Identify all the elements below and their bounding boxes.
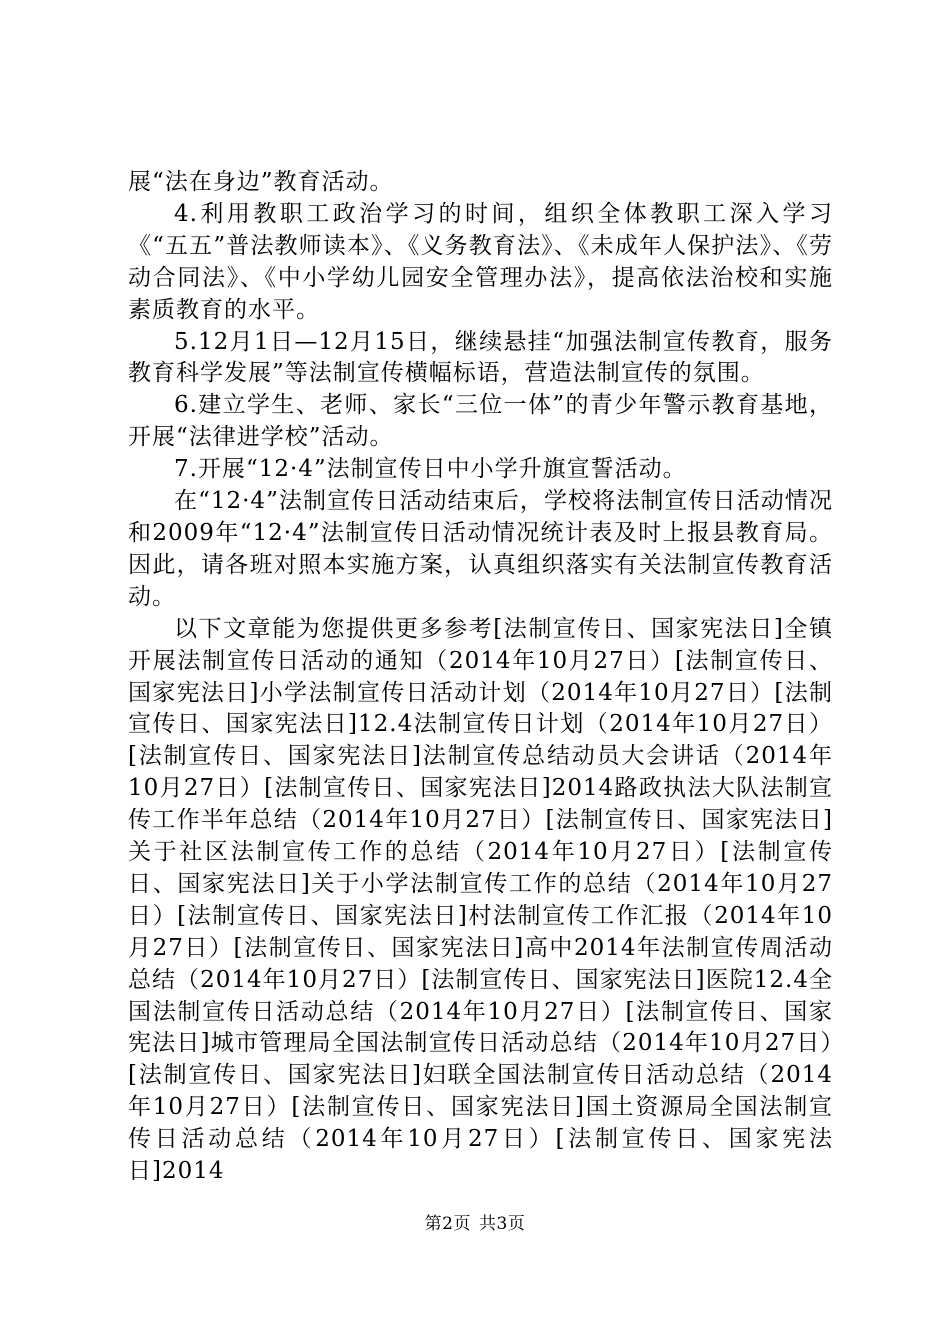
paragraph-item-4: 4.利用教职工政治学习的时间，组织全体教职工深入学习《“五五”普法教师读本》、《义务教育法》、《未成年人保护法》、《劳动合同法》、《中小学幼儿园安全管理办法》，提高依法治校和实施素质教育的水平。	[128, 200, 833, 323]
document-body	[128, 167, 833, 1188]
page-footer	[0, 1213, 950, 1235]
paragraph-continuation: 展“法在身边”教育活动。	[128, 169, 394, 195]
page-total: 共3页	[479, 1214, 526, 1234]
paragraph-item-7: 7.开展“12·4”法制宣传日中小学升旗宣誓活动。	[174, 456, 687, 483]
paragraph-item-5: 5.12月1日—12月15日，继续悬挂“加强法制宣传教育，服务教育科学发展”等法制宣传横幅标语，营造法制宣传的氛围。	[128, 328, 833, 387]
page-number: 第2页	[424, 1214, 471, 1234]
paragraph-related-articles: 以下文章能为您提供更多参考[法制宣传日、国家宪法日]全镇开展法制宣传日活动的通知（2014年10月27日）[法制宣传日、国家宪法日]小学法制宣传日活动计划（2014年10月27日）[法制宣传日、国家宪法日]12.4法制宣传日计划（2014年10月27日）[法制宣传日、国家宪法日]法制宣传总结动员大会讲话（2014年10月27日）[法制宣传日、国家宪法日]2014路政执法大队法制宣传工作半年总结（2014年10月27日）[法制宣传日、国家宪法日]关于社区法制宣传工作的总结（2014年10月27日）[法制宣传日、国家宪法日]关于小学法制宣传工作的总结（2014年10月27日）[法制宣传日、国家宪法日]村法制宣传工作汇报（2014年10月27日）[法制宣传日、国家宪法日]高中2014年法制宣传周活动总结（2014年10月27日）[法制宣传日、国家宪法日]医院12.4全国法制宣传日活动总结（2014年10月27日）[法制宣传日、国家宪法日]城市管理局全国法制宣传日活动总结（2014年10月27日）[法制宣传日、国家宪法日]妇联全国法制宣传日活动总结（2014年10月27日）[法制宣传日、国家宪法日]国土资源局全国法制宣传日活动总结（2014年10月27日）[法制宣传日、国家宪法日]2014	[128, 615, 833, 1185]
paragraph-item-6: 6.建立学生、老师、家长“三位一体”的青少年警示教育基地，开展“法律进学校”活动。	[128, 392, 833, 451]
paragraph-report: 在“12·4”法制宣传日活动结束后，学校将法制宣传日活动情况和2009年“12·4”法制宣传日活动情况统计表及时上报县教育局。因此，请各班对照本实施方案，认真组织落实有关法制宣传教育活动。	[128, 488, 833, 610]
